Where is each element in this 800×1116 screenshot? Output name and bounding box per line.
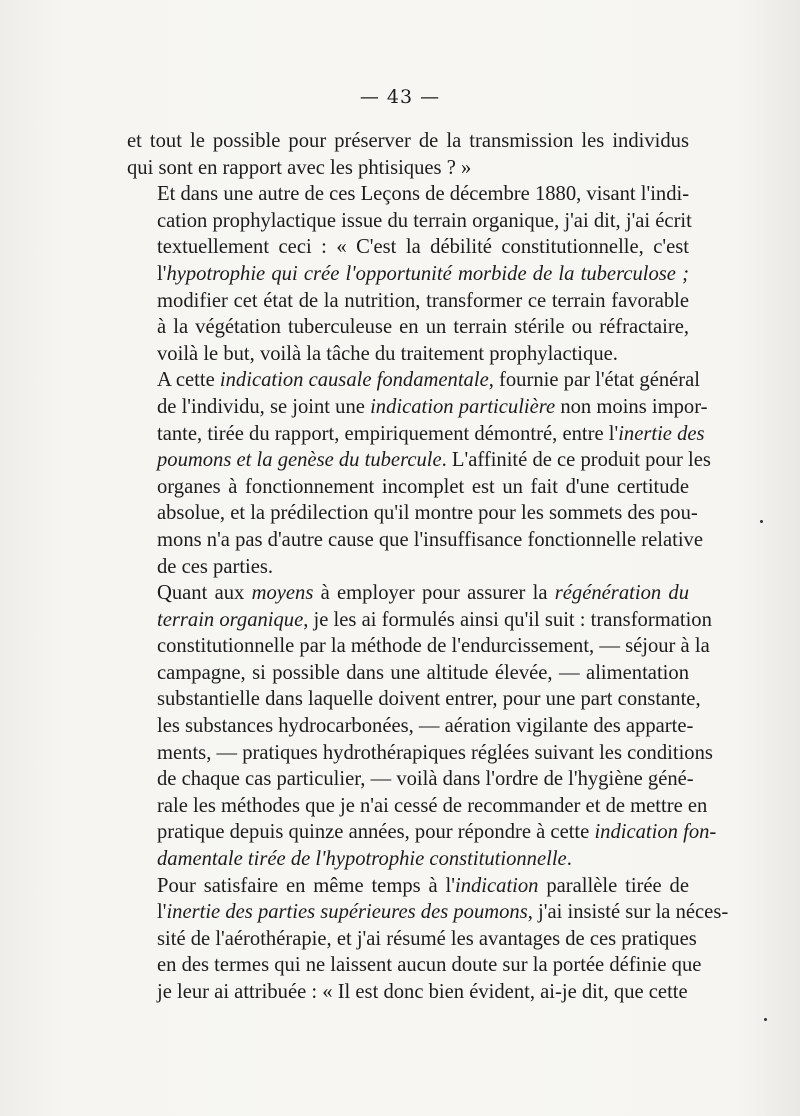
text-run: campagne, si possible dans une altitude élevée, — alimentation [157, 661, 689, 684]
text-line [127, 181, 689, 208]
text-line [127, 926, 697, 953]
text-run: rale les méthodes que je n'ai cessé de recommander et de mettre en [157, 794, 708, 817]
text-run: Quant aux [157, 582, 252, 605]
italic-text: terrain organique [157, 608, 304, 631]
page-number: — 43 — [359, 86, 441, 108]
text-run: A cette [157, 369, 220, 392]
text-run: absolue, et la prédilection qu'il montre pour les sommets des pou- [157, 502, 698, 525]
text-run: l' [157, 262, 167, 285]
italic-text: hypotrophie qui crée l'opportunité morbide de la tuberculose ; [166, 262, 689, 285]
text-line [127, 766, 694, 793]
text-run: sité de l'aérothérapie, et j'ai résumé les avantages de ces pratiques [157, 927, 697, 950]
text-line [127, 952, 702, 979]
text-line [127, 208, 692, 235]
text-run: de l'individu, se joint une [157, 395, 371, 418]
paragraph [127, 580, 717, 873]
text-run: mons n'a pas d'autre cause que l'insuffisance fonctionnelle relative [157, 528, 703, 551]
text-run: à employer pour assurer la [313, 582, 555, 605]
text-line [127, 899, 729, 926]
text-run: de ces parties. [157, 555, 274, 578]
text-line [127, 314, 689, 341]
italic-text: indication fon- [594, 821, 717, 844]
text-run: l' [157, 901, 167, 924]
text-run: Pour satisfaire en même temps à l' [157, 874, 455, 897]
italic-text: indication particulière [370, 395, 556, 418]
text-run: je leur ai attribuée : « Il est donc bien évident, ai-je dit, que cette [157, 981, 688, 1003]
text-run: les substances hydrocarbonées, — aération vigilante des apparte- [157, 715, 694, 738]
text-line [127, 633, 710, 660]
italic-text: inertie des parties supérieures des poumons [166, 901, 528, 924]
paragraph [127, 128, 689, 181]
text-run: , j'ai insisté sur la néces- [527, 901, 729, 924]
text-line [127, 394, 708, 421]
text-run: , je les ai formulés ainsi qu'il suit : transformation [303, 608, 712, 631]
text-run: voilà le but, voilà la tâche du traitement prophylactique. [157, 342, 618, 365]
text-line [127, 580, 689, 607]
text-run: pratique depuis quinze années, pour répondre à cette [157, 821, 595, 844]
text-run: textuellement ceci : « C'est la débilité constitutionnelle, c'est [157, 236, 689, 259]
text-run: qui sont en rapport avec les phtisiques ? » [127, 156, 472, 179]
italic-text: poumons et la genèse du tubercule [157, 449, 442, 472]
paragraph [127, 181, 692, 367]
text-run: substantielle dans laquelle doivent entrer, pour une part constante, [157, 688, 701, 711]
text-run: de chaque cas particulier, — voilà dans l'ordre de l'hygiène géné- [157, 768, 694, 791]
text-run: parallèle tirée de [538, 874, 689, 897]
text-line [127, 793, 708, 820]
text-line [127, 261, 689, 288]
text-run: modifier cet état de la nutrition, transformer ce terrain favorable [157, 289, 689, 312]
italic-text: moyens [251, 582, 314, 605]
text-line [127, 234, 689, 261]
text-line [127, 155, 689, 182]
text-line [127, 500, 698, 527]
text-line [127, 607, 712, 634]
text-run: non moins impor- [555, 395, 708, 418]
ink-speck [760, 520, 763, 523]
text-line [127, 740, 713, 767]
paragraph [127, 873, 729, 1006]
text-line [127, 873, 689, 900]
paragraph [127, 367, 711, 580]
italic-text: damentale tirée de l'hypotrophie constitutionnelle [157, 848, 567, 871]
italic-text: inertie des [618, 422, 705, 445]
text-run: . [566, 848, 572, 871]
text-run: et tout le possible pour préserver de la transmission les individus [127, 130, 689, 152]
text-run: cation prophylactique issue du terrain organique, j'ai dit, j'ai écrit [157, 209, 692, 232]
text-run: en des termes qui ne laissent aucun doute sur la portée définie que [157, 954, 702, 977]
italic-text: indication [454, 874, 539, 897]
ink-speck [764, 1018, 767, 1021]
text-line [127, 554, 689, 581]
text-line [127, 819, 717, 846]
text-run: Et dans une autre de ces Leçons de décembre 1880, visant l'indi- [157, 183, 690, 206]
body-text [127, 128, 729, 1006]
italic-text: indication causale fondamentale [219, 369, 489, 392]
text-line [127, 527, 703, 554]
text-line [127, 979, 689, 1006]
text-line [127, 713, 694, 740]
text-line [127, 341, 689, 368]
text-line [127, 474, 689, 501]
text-line [127, 367, 700, 394]
text-line [127, 660, 689, 687]
text-run: ments, — pratiques hydrothérapiques réglées suivant les conditions [157, 741, 713, 764]
text-run: tante, tirée du rapport, empiriquement démontré, entre l' [157, 422, 619, 445]
text-run: . L'affinité de ce produit pour les [441, 449, 711, 472]
text-line [127, 421, 705, 448]
italic-text: régénération du [554, 582, 690, 605]
text-line [127, 288, 689, 315]
text-run: constitutionnelle par la méthode de l'endurcissement, — séjour à la [157, 635, 710, 658]
text-line [127, 686, 701, 713]
text-line [127, 128, 689, 155]
text-run: , fournie par l'état général [488, 369, 700, 392]
text-line [127, 447, 711, 474]
text-line [127, 846, 689, 873]
text-run: à la végétation tuberculeuse en un terrain stérile ou réfractaire, [157, 316, 689, 339]
text-run: organes à fonctionnement incomplet est un fait d'une certitude [157, 475, 689, 498]
